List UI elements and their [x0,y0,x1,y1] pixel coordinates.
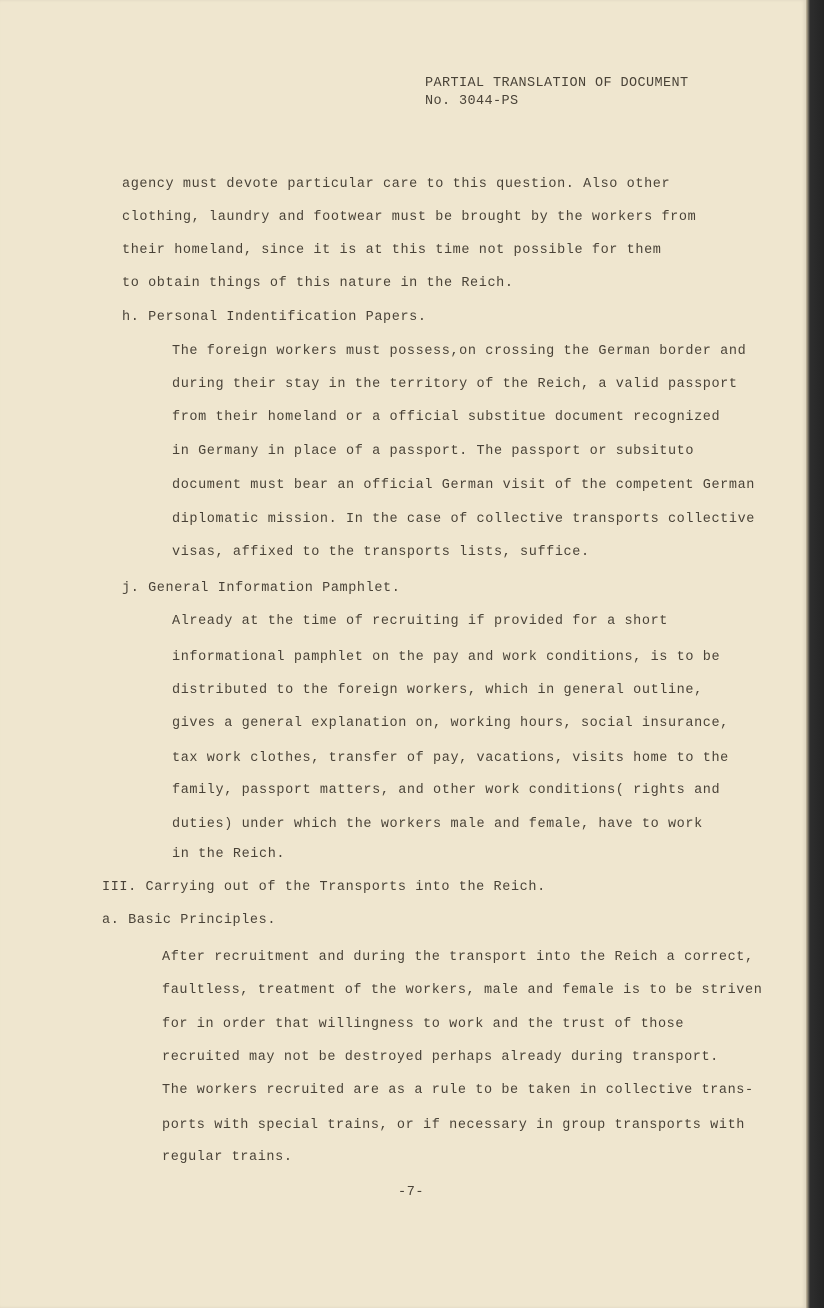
text-line: The workers recruited are as a rule to be taken in collective trans- [162,1083,754,1098]
text-line: ports with special trains, or if necessary in group transports with [162,1118,745,1133]
text-line: The foreign workers must possess,on crossing the German border and [172,344,747,359]
section-heading: III. Carrying out of the Transports into the Reich. [102,880,546,895]
text-line: to obtain things of this nature in the Reich. [122,276,514,291]
document-title: PARTIAL TRANSLATION OF DOCUMENT [425,76,689,91]
text-line: during their stay in the territory of the Reich, a valid passport [172,377,738,392]
text-line: gives a general explanation on, working hours, social insurance, [172,716,729,731]
text-line: Already at the time of recruiting if provided for a short [172,614,668,629]
text-line: family, passport matters, and other work conditions( rights and [172,783,721,798]
text-line: faultless, treatment of the workers, male and female is to be striven [162,983,763,998]
document-number: No. 3044-PS [425,94,519,109]
text-line: from their homeland or a official substitue document recognized [172,410,721,425]
text-line: document must bear an official German visit of the competent German [172,478,755,493]
section-heading: j. General Information Pamphlet. [122,581,401,596]
text-line: After recruitment and during the transport into the Reich a correct, [162,950,754,965]
text-line: distributed to the foreign workers, which in general outline, [172,683,703,698]
text-line: diplomatic mission. In the case of collective transports collective [172,512,755,527]
text-line: clothing, laundry and footwear must be brought by the workers from [122,210,697,225]
text-line: in the Reich. [172,847,286,862]
text-line: for in order that willingness to work and the trust of those [162,1017,685,1032]
text-line: their homeland, since it is at this time not possible for them [122,243,662,258]
text-line: agency must devote particular care to this question. Also other [122,177,671,192]
scan-edge [806,0,824,1308]
text-line: regular trains. [162,1150,293,1165]
text-line: duties) under which the workers male and female, have to work [172,817,703,832]
text-line: informational pamphlet on the pay and work conditions, is to be [172,650,721,665]
page-number: -7- [398,1185,425,1200]
text-line: tax work clothes, transfer of pay, vacations, visits home to the [172,751,729,766]
text-line: in Germany in place of a passport. The passport or subsituto [172,444,695,459]
section-heading: h. Personal Indentification Papers. [122,310,427,325]
text-line: visas, affixed to the transports lists, suffice. [172,545,590,560]
text-line: recruited may not be destroyed perhaps already during transport. [162,1050,719,1065]
section-heading: a. Basic Principles. [102,913,277,928]
